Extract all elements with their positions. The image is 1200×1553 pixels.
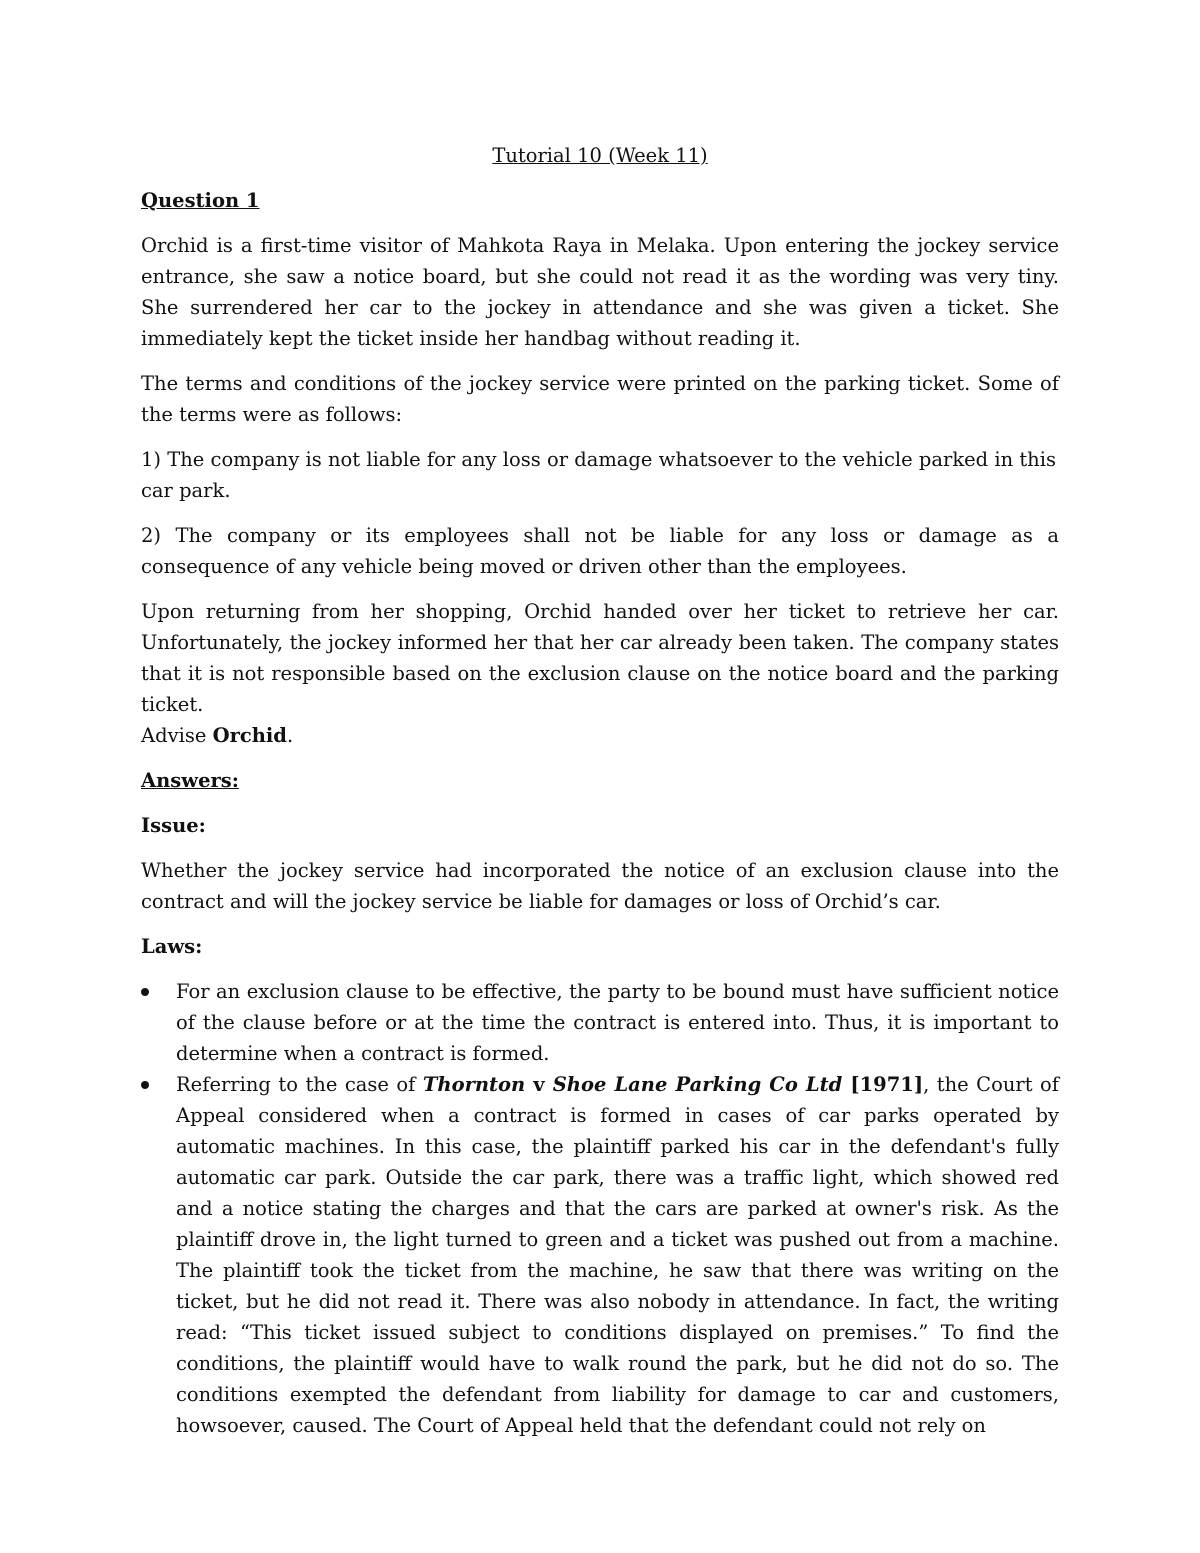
advise-suffix: .	[286, 724, 294, 747]
advise-prefix: Advise	[141, 724, 213, 747]
law-item-2-prefix: Referring to the case of	[176, 1073, 423, 1096]
question-paragraph-1: Orchid is a first-time visitor of Mahkota Raya in Melaka. Upon entering the jockey service entrance, she saw a notice board, but she could not read it as the wording was very tiny. She surrendered her car to the jockey in attendance and she was given a ticket. She immediately kept the ticket inside her handbag without reading it.	[141, 234, 1059, 350]
case-year: [1971]	[842, 1073, 924, 1096]
law-item-2	[141, 1069, 1059, 1441]
document-title: Tutorial 10 (Week 11)	[492, 144, 708, 167]
case-name-thornton: Thornton	[422, 1073, 526, 1096]
question-paragraph-3-text: Upon returning from her shopping, Orchid handed over her ticket to retrieve her car. Unfortunately, the jockey informed her that her car already been taken. The company states that it is not responsible based on the exclusion clause on the notice board and the parking ticket.	[141, 600, 1059, 716]
issue-heading: Issue:	[141, 814, 206, 837]
question-paragraph-3	[141, 596, 1059, 751]
laws-list	[141, 976, 1059, 1441]
law-item-2-text: , the Court of Appeal considered when a contract is formed in cases of car parks operated by automatic machines. In this case, the plaintiff parked his car in the defendant's fully automatic car park. Outside the car park, there was a traffic light, which showed red and a notice stating the charges and that the cars are parked at owner's risk. As the plaintiff drove in, the light turned to green and a ticket was pushed out from a machine. The plaintiff took the ticket from the machine, he saw that there was writing on the ticket, but he did not read it. There was also nobody in attendance. In fact, the writing read: “This ticket issued subject to conditions displayed on premises.” To find the conditions, the plaintiff would have to walk round the park, but he did not do so. The conditions exempted the defendant from liability for damage to car and customers, howsoever, caused. The Court of Appeal held that the defendant could not rely on	[176, 1073, 1059, 1437]
bullet-icon	[141, 988, 149, 996]
document-page	[141, 140, 1059, 1441]
issue-text: Whether the jockey service had incorporated the notice of an exclusion clause into the contract and will the jockey service be liable for damages or loss of Orchid’s car.	[141, 859, 1059, 913]
question-heading: Question 1	[141, 189, 260, 212]
bullet-icon	[141, 1081, 149, 1089]
case-name-shoe-lane: Shoe Lane Parking Co Ltd	[552, 1073, 843, 1096]
case-versus: v	[525, 1073, 553, 1096]
law-item-1	[141, 976, 1059, 1069]
laws-heading: Laws:	[141, 935, 203, 958]
term-1: 1) The company is not liable for any loss or damage whatsoever to the vehicle parked in this car park.	[141, 448, 1056, 502]
law-item-1-text: For an exclusion clause to be effective, the party to be bound must have sufficient notice of the clause before or at the time the contract is entered into. Thus, it is important to determine when a contract is formed.	[176, 980, 1059, 1065]
answers-heading: Answers:	[141, 769, 239, 792]
term-2: 2) The company or its employees shall not be liable for any loss or damage as a consequence of any vehicle being moved or driven other than the employees.	[141, 524, 1059, 578]
question-paragraph-2: The terms and conditions of the jockey service were printed on the parking ticket. Some of the terms were as follows:	[141, 372, 1059, 426]
advise-name: Orchid	[212, 724, 287, 747]
